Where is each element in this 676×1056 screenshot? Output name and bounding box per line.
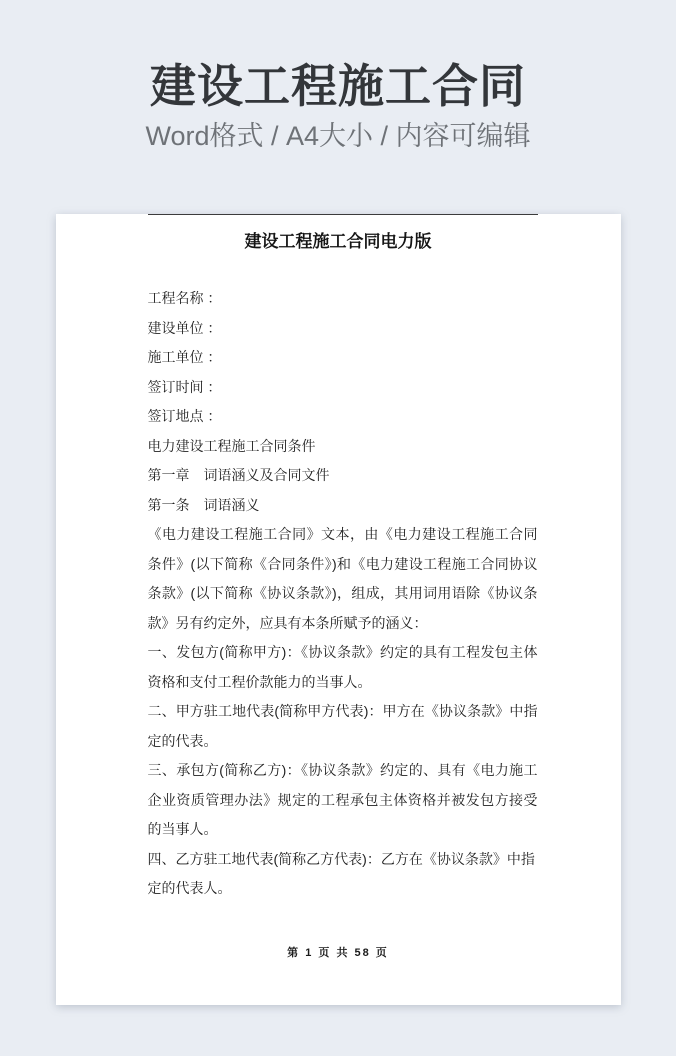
field-signing-place: 签订地点 ： (147, 408, 222, 424)
hero-subtitle: Word格式 / A4大小 / 内容可编辑 (145, 121, 531, 151)
heading-article-1: 第一条 词语涵义 (147, 496, 260, 513)
paragraph-item-2: 二、甲方驻工地代表(简称甲方代表)：甲方在《协议条款》中指定的代表。 (147, 703, 538, 749)
hero-header (0, 0, 676, 152)
title-rule (148, 214, 538, 215)
field-builder-unit: 施工单位 ： (147, 349, 222, 365)
hero-title: 建设工程施工合同 (150, 60, 526, 112)
document-page-preview (56, 214, 621, 1005)
document-body (148, 284, 538, 904)
paragraph-intro: 《电力建设工程施工合同》文本，由《电力建设工程施工合同条件》(以下简称《合同条件》)和《电力建设工程施工合同协议条款》(以下简称《协议条款》)，组成，其用词用语除《协议条款》另有约定外，应具有本条所赋予的涵义： (147, 526, 538, 631)
field-signing-time: 签订时间 ： (147, 378, 222, 395)
paragraph-item-4: 四、乙方驻工地代表(简称乙方代表)：乙方在《协议条款》中指定的代表人。 (147, 850, 535, 896)
field-construction-unit: 建设单位 ： (147, 319, 222, 336)
paragraph-item-3: 三、承包方(简称乙方)：《协议条款》约定的、具有《电力施工企业资质管理办法》规定的工程承包主体资格并被发包方接受的当事人。 (147, 762, 538, 837)
field-project-name: 工程名称 ： (147, 290, 222, 306)
page-number: 第 1 页 共 58 页 (287, 947, 389, 959)
paragraph-item-1: 一、发包方(简称甲方)：《协议条款》约定的具有工程发包主体资格和支付工程价款能力的当事人。 (147, 644, 538, 690)
document-title: 建设工程施工合同电力版 (244, 232, 432, 251)
heading-contract-conditions: 电力建设工程施工合同条件 (147, 437, 316, 454)
heading-chapter-1: 第一章 词语涵义及合同文件 (147, 467, 330, 483)
